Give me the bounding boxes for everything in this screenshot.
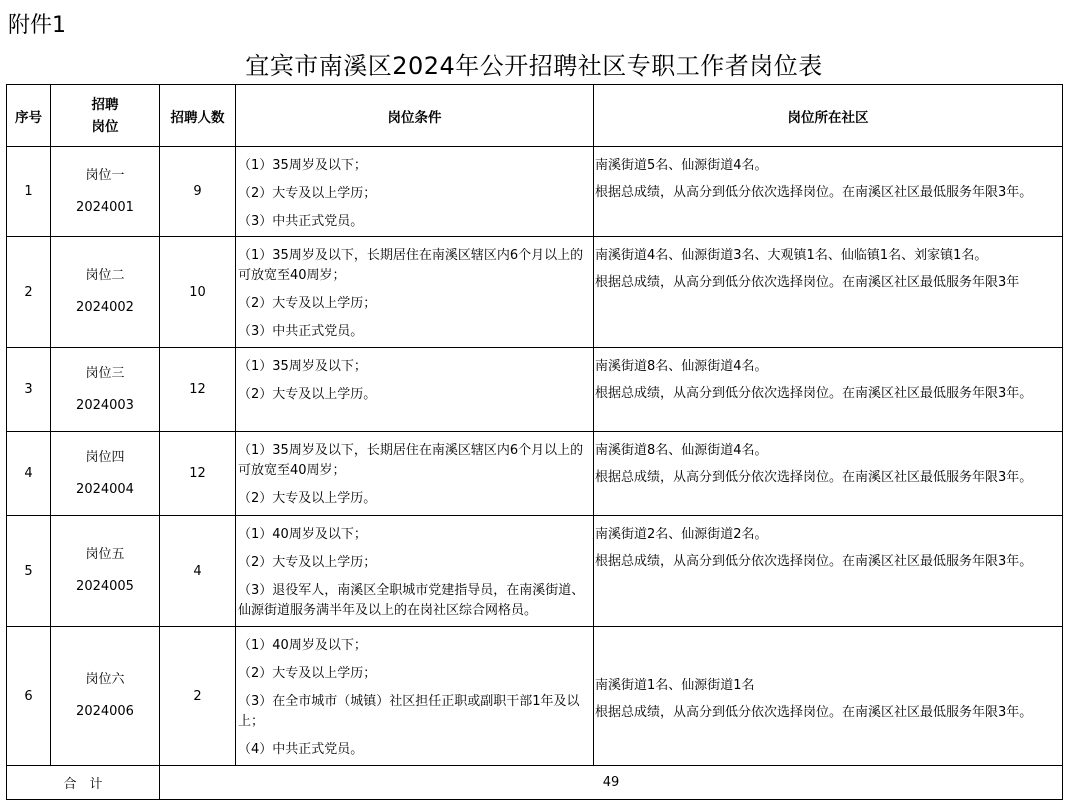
page-title: 宜宾市南溪区2024年公开招聘社区专职工作者岗位表	[245, 52, 823, 80]
attachment-label: 附件1	[8, 13, 66, 38]
community-line: 南溪街道4名、仙源街道3名、大观镇1名、仙临镇1名、刘家镇1名。	[595, 248, 988, 263]
position-code: 2024005	[76, 579, 134, 594]
row-no: 3	[7, 348, 51, 432]
header-conditions: 岗位条件	[236, 85, 594, 147]
position-count: 2	[160, 627, 236, 766]
condition-line: （2）大专及以上学历。	[238, 387, 377, 402]
conditions-cell	[236, 516, 594, 627]
position-code: 2024004	[76, 481, 134, 497]
condition-line: （2）大专及以上学历；	[238, 555, 377, 570]
condition-line: （1）35周岁及以下；	[238, 359, 367, 374]
community-line: 根据总成绩，从高分到低分依次选择岗位。在南溪区社区最低服务年限3年	[595, 275, 1020, 290]
table-row	[7, 348, 1063, 432]
condition-line: （3）在全市城市（城镇）社区担任正职或副职干部1年及以上；	[238, 694, 580, 729]
row-no: 2	[7, 237, 51, 348]
header-row	[7, 85, 1063, 147]
conditions-cell	[236, 237, 594, 348]
condition-line: （2）大专及以上学历；	[238, 666, 377, 681]
table-row	[7, 147, 1063, 237]
condition-line: （3）退役军人，南溪区全职城市党建指导员，在南溪街道、仙源街道服务满半年及以上的在岗社区综合网格员。	[238, 583, 585, 618]
row-no: 1	[7, 147, 51, 237]
conditions-cell	[236, 627, 594, 766]
total-row	[7, 766, 1063, 800]
community-line: 根据总成绩，从高分到低分依次选择岗位。在南溪区社区最低服务年限3年。	[595, 386, 1033, 401]
header-position-line2: 岗位	[91, 118, 119, 135]
condition-line: （2）大专及以上学历。	[238, 491, 377, 506]
community-line: 南溪街道8名、仙源街道4名。	[595, 443, 768, 458]
community-line: 南溪街道5名、仙源街道4名。	[595, 158, 768, 173]
community-cell	[594, 237, 1063, 348]
position-name: 岗位六	[85, 672, 125, 687]
table-row	[7, 516, 1063, 627]
total-label: 合 计	[7, 766, 160, 800]
position-code: 2024003	[76, 397, 134, 413]
community-line: 根据总成绩，从高分到低分依次选择岗位。在南溪区社区最低服务年限3年。	[595, 185, 1033, 200]
conditions-cell	[236, 348, 594, 432]
positions-table	[6, 84, 1063, 800]
row-no: 5	[7, 516, 51, 627]
condition-line: （3）中共正式党员。	[238, 324, 364, 339]
community-cell	[594, 516, 1063, 627]
condition-line: （2）大专及以上学历；	[238, 296, 377, 311]
condition-line: （2）大专及以上学历；	[238, 186, 377, 201]
community-cell	[594, 147, 1063, 237]
position-cell	[51, 432, 160, 516]
community-line: 根据总成绩，从高分到低分依次选择岗位。在南溪区社区最低服务年限3年。	[595, 470, 1033, 485]
position-cell	[51, 237, 160, 348]
header-position-line1: 招聘	[91, 96, 119, 113]
community-cell	[594, 348, 1063, 432]
community-line: 南溪街道8名、仙源街道4名。	[595, 359, 768, 374]
position-count: 12	[160, 432, 236, 516]
position-cell	[51, 348, 160, 432]
position-cell	[51, 627, 160, 766]
conditions-cell	[236, 432, 594, 516]
total-value: 49	[160, 766, 1063, 800]
row-no: 6	[7, 627, 51, 766]
community-line: 根据总成绩，从高分到低分依次选择岗位。在南溪区社区最低服务年限3年。	[595, 554, 1033, 569]
condition-line: （1）40周岁及以下；	[238, 638, 367, 653]
community-line: 根据总成绩，从高分到低分依次选择岗位。在南溪区社区最低服务年限3年。	[595, 704, 1033, 720]
community-line: 南溪街道1名、仙源街道1名	[595, 677, 755, 693]
position-name: 岗位一	[85, 167, 125, 183]
conditions-cell	[236, 147, 594, 237]
position-name: 岗位三	[85, 365, 125, 381]
header-no: 序号	[7, 85, 51, 147]
header-count: 招聘人数	[160, 85, 236, 147]
community-cell	[594, 432, 1063, 516]
position-name: 岗位四	[85, 449, 125, 465]
position-code: 2024006	[76, 704, 134, 719]
position-code: 2024001	[76, 199, 134, 215]
community-line: 南溪街道2名、仙源街道2名。	[595, 527, 768, 542]
position-name: 岗位二	[85, 268, 125, 283]
position-code: 2024002	[76, 300, 134, 315]
condition-line: （3）中共正式党员。	[238, 214, 364, 229]
condition-line: （1）40周岁及以下；	[238, 527, 367, 542]
table-row	[7, 237, 1063, 348]
condition-line: （1）35周岁及以下，长期居住在南溪区辖区内6个月以上的可放宽至40周岁；	[238, 443, 584, 478]
condition-line: （1）35周岁及以下；	[238, 158, 367, 173]
position-count: 9	[160, 147, 236, 237]
position-name: 岗位五	[85, 547, 125, 562]
position-cell	[51, 147, 160, 237]
condition-line: （1）35周岁及以下，长期居住在南溪区辖区内6个月以上的可放宽至40周岁；	[238, 248, 584, 283]
header-community: 岗位所在社区	[594, 85, 1063, 147]
position-count: 4	[160, 516, 236, 627]
condition-line: （4）中共正式党员。	[238, 742, 364, 757]
row-no: 4	[7, 432, 51, 516]
position-count: 12	[160, 348, 236, 432]
table-row	[7, 627, 1063, 766]
position-cell	[51, 516, 160, 627]
header-position	[51, 85, 160, 147]
table-row	[7, 432, 1063, 516]
position-count: 10	[160, 237, 236, 348]
community-cell	[594, 627, 1063, 766]
